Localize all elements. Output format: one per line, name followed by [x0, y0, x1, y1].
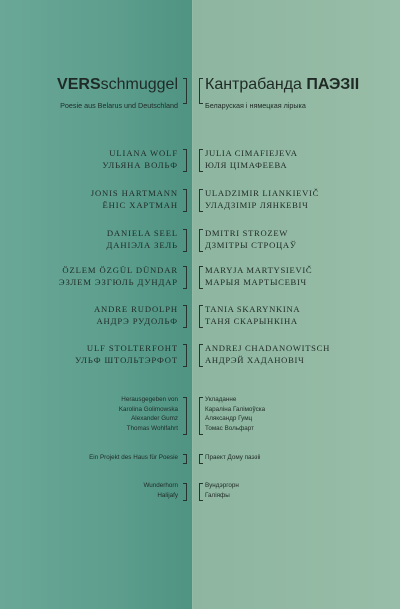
author-left [0, 264, 178, 288]
author-left [0, 147, 178, 171]
author-bracket-left [183, 266, 187, 289]
author-bracket-left [183, 344, 187, 367]
author-cyrillic: ДАНІЭЛА ЗЕЛЬ [106, 240, 178, 250]
author-cyrillic: ЮЛЯ ЦІМАФЕЕВА [205, 160, 288, 170]
author-bracket-right [199, 149, 203, 172]
author-latin: JULIA CIMAFIEJEVA [205, 148, 298, 158]
author-latin: ÖZLEM ÖZGÜL DÜNDAR [62, 265, 178, 275]
author-latin: ANDREJ CHADANOWITSCH [205, 343, 331, 353]
author-latin: ULF STOLTERFOHT [86, 343, 178, 353]
editor-name: Караліна Галімоўска [205, 405, 266, 413]
author-right [205, 147, 395, 171]
author-cyrillic: АНДРЭЙ ХАДАНОВІЧ [205, 355, 305, 365]
editors-right [205, 395, 395, 433]
author-bracket-left [183, 305, 187, 328]
editors-left [0, 395, 178, 433]
project-right: Праект Дому паэзіі [205, 454, 261, 461]
author-latin: ANDRE RUDOLPH [93, 304, 178, 314]
title-left-bold: VERS [57, 76, 101, 93]
publisher-name: Галіяфы [205, 491, 230, 499]
title-left-rest: schmuggel [100, 76, 178, 93]
editors-bracket-right [199, 397, 203, 435]
author-cyrillic: АНДРЭ РУДОЛЬФ [96, 316, 178, 326]
author-left [0, 187, 178, 211]
author-cyrillic: ТАНЯ СКАРЫНКІНА [205, 316, 298, 326]
author-bracket-right [199, 229, 203, 252]
author-latin: MARYJA MARTYSIEVIČ [205, 265, 313, 275]
project-bracket-right [199, 454, 203, 464]
editor-name: Karolina Golimowska [118, 405, 178, 413]
author-left [0, 227, 178, 251]
author-left [0, 342, 178, 366]
author-cyrillic: ЁНІС ХАРТМАН [102, 200, 178, 210]
author-latin: ULIANA WOLF [109, 148, 178, 158]
author-bracket-right [199, 266, 203, 289]
title-bracket-left [183, 78, 187, 104]
author-cyrillic: УЛАДЗІМІР ЛЯНКЕВІЧ [205, 200, 309, 210]
author-latin: DMITRI STROZEW [205, 228, 289, 238]
editors-label: Herausgegeben von [121, 396, 178, 403]
author-right [205, 227, 395, 251]
subtitle-right: Беларуская і нямецкая лірыка [205, 101, 306, 110]
publishers-left [0, 481, 178, 500]
editor-name: Томас Вольфарт [205, 424, 255, 432]
title-right [205, 76, 395, 94]
author-right [205, 342, 395, 366]
title-right-bold: ПАЭЗІІ [306, 76, 360, 93]
author-latin: DANIELA SEEL [106, 228, 178, 238]
author-cyrillic: МАРЫЯ МАРТЫСЕВІЧ [205, 277, 307, 287]
title-left [0, 76, 178, 94]
cover-center-divider [192, 0, 193, 609]
title-right-rest: Кантрабанда [205, 76, 307, 93]
publisher-name: Wunderhorn [143, 482, 178, 489]
author-bracket-right [199, 305, 203, 328]
publishers-right [205, 481, 395, 500]
editors-bracket-left [183, 397, 187, 435]
title-bracket-right [199, 78, 203, 104]
author-cyrillic: ЭЗЛЕМ ЭЗГЮЛЬ ДУНДАР [58, 277, 178, 287]
author-bracket-right [199, 344, 203, 367]
author-bracket-right [199, 189, 203, 212]
author-cyrillic: ДЗМІТРЫ СТРОЦАЎ [205, 240, 297, 250]
author-cyrillic: УЛЬФ ШТОЛЬТЭРФОТ [75, 355, 178, 365]
author-left [0, 303, 178, 327]
author-bracket-left [183, 149, 187, 172]
publisher-name: Halijafy [157, 491, 178, 499]
author-right [205, 303, 395, 327]
project-left: Ein Projekt des Haus für Poesie [89, 454, 178, 461]
editor-name: Аляксандр Гумц [205, 415, 253, 423]
publishers-bracket-right [199, 483, 203, 501]
author-cyrillic: УЛЬЯНА ВОЛЬФ [102, 160, 178, 170]
subtitle-left: Poesie aus Belarus und Deutschland [60, 101, 178, 110]
author-latin: TANIA SKARYNKINA [205, 304, 301, 314]
project-bracket-left [183, 454, 187, 464]
editor-name: Alexander Gumz [131, 415, 178, 423]
author-bracket-left [183, 189, 187, 212]
publishers-bracket-left [183, 483, 187, 501]
author-latin: JONIS HARTMANN [90, 188, 178, 198]
author-latin: ULADZIMIR LIANKIEVIČ [205, 188, 320, 198]
author-right [205, 187, 395, 211]
author-bracket-left [183, 229, 187, 252]
editors-label: Укладанне [205, 396, 237, 403]
author-right [205, 264, 395, 288]
editor-name: Thomas Wohlfahrt [126, 424, 178, 432]
publisher-name: Вундэргорн [205, 482, 239, 489]
